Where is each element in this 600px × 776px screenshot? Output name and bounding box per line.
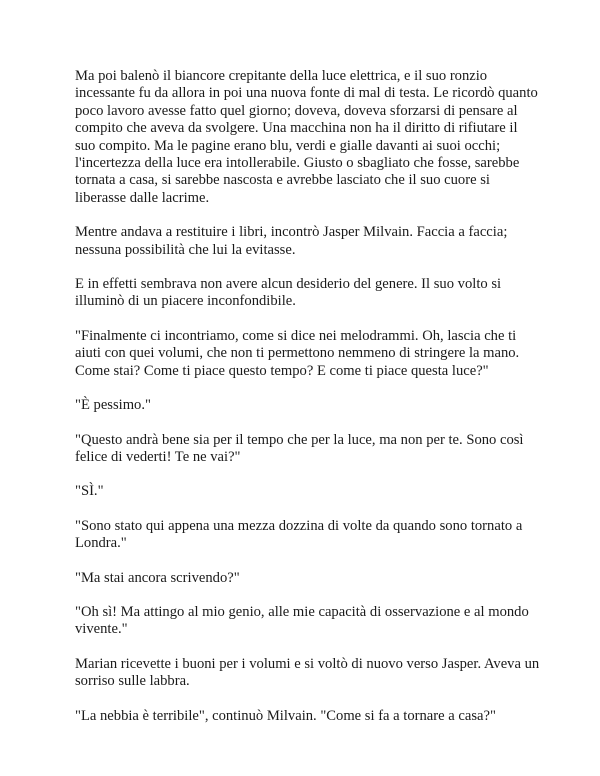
paragraph: "La nebbia è terribile", continuò Milvain. "Come si fa a tornare a casa?" bbox=[75, 707, 496, 724]
document-page bbox=[75, 68, 540, 742]
paragraph: "Sono stato qui appena una mezza dozzina di volte da quando sono tornato a Londra." bbox=[75, 517, 523, 552]
paragraph: "SÌ." bbox=[75, 483, 104, 500]
paragraph: "È pessimo." bbox=[75, 397, 151, 414]
paragraph: Mentre andava a restituire i libri, incontrò Jasper Milvain. Faccia a faccia; nessuna possibilità che lui la evitasse. bbox=[75, 224, 508, 258]
paragraph: "Finalmente ci incontriamo, come si dice nei melodrammi. Oh, lascia che ti aiuti con quei volumi, che non ti permettono nemmeno di stringere la mano. Come stai? Come ti piace questo tempo? E come ti piace questa luce?" bbox=[75, 327, 520, 379]
paragraph: "Oh sì! Ma attingo al mio genio, alle mie capacità di osservazione e al mondo vivente." bbox=[75, 603, 529, 638]
paragraph: Ma poi balenò il biancore crepitante della luce elettrica, e il suo ronzio incessante fu da allora in poi una nuova fonte di mal di testa. Le ricordò quanto poco lavoro avesse fatto quel giorno; doveva, doveva sforzarsi di pensare al compito che aveva da svolgere. Una macchina non ha il diritto di rifiutare il suo compito. Ma le pagine erano blu, verdi e gialle davanti ai suoi occhi; l'incertezza della luce era intollerabile. Giusto o sbagliato che fosse, sarebbe tornata a casa, si sarebbe nascosta e avrebbe lasciato che il suo cuore si liberasse dalle lacrime. bbox=[75, 68, 538, 206]
paragraph: "Questo andrà bene sia per il tempo che per la luce, ma non per te. Sono così felice di vederti! Te ne vai?" bbox=[75, 431, 524, 465]
paragraph: E in effetti sembrava non avere alcun desiderio del genere. Il suo volto si illuminò di un piacere inconfondibile. bbox=[75, 276, 502, 310]
paragraph: Marian ricevette i buoni per i volumi e si voltò di nuovo verso Jasper. Aveva un sorriso sulle labbra. bbox=[75, 655, 540, 690]
paragraph: "Ma stai ancora scrivendo?" bbox=[75, 569, 240, 586]
